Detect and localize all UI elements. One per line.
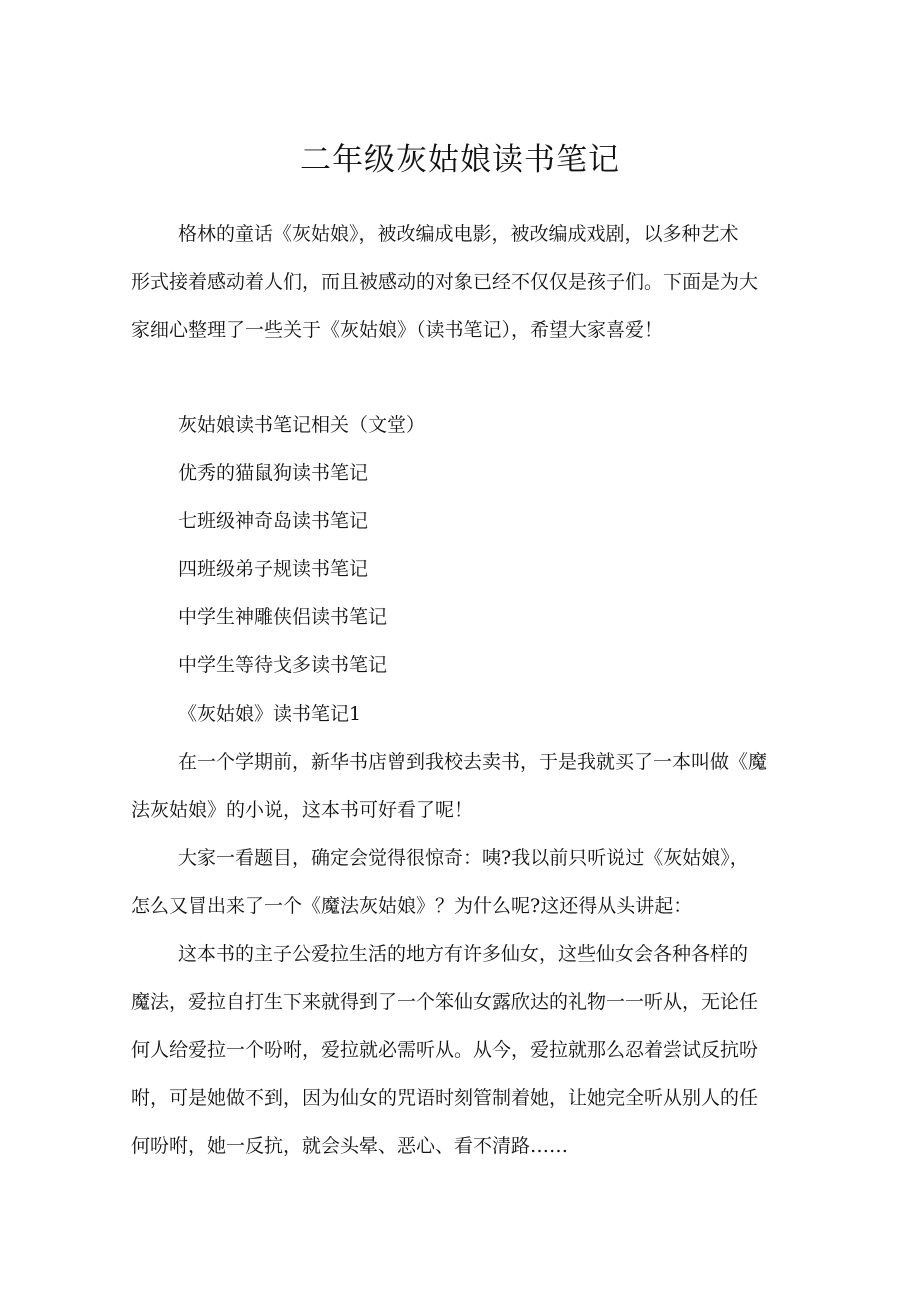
body-line: 大家一看题目，确定会觉得很惊奇：咦?我以前只听说过《灰姑娘》，: [178, 847, 749, 869]
body-line: 这本书的主子公爱拉生活的地方有许多仙女，这些仙女会各种各样的: [178, 943, 749, 965]
related-link[interactable]: 中学生等待戈多读书笔记: [178, 654, 388, 676]
related-link[interactable]: 优秀的猫鼠狗读书笔记: [178, 462, 369, 484]
intro-line: 格林的童话《灰姑娘》，被改编成电影，被改编成戏剧，以多种艺术: [178, 223, 739, 245]
body-line: 法灰姑娘》的小说，这本书可好看了呢！: [131, 799, 474, 821]
body-line: 魔法，爱拉自打生下来就得到了一个笨仙女露欣达的礼物一一听从，无论任: [131, 991, 759, 1013]
related-link[interactable]: 灰姑娘读书笔记相关（文堂）: [178, 414, 426, 436]
body-line: 怎么又冒出来了一个《魔法灰姑娘》？为什么呢?这还得从头讲起：: [131, 895, 693, 917]
body-line: 咐，可是她做不到，因为仙女的咒语时刻管制着她，让她完全听从别人的任: [131, 1087, 759, 1109]
body-line: 在一个学期前，新华书店曾到我校去卖书，于是我就买了一本叫做《魔: [178, 751, 768, 773]
document-title: 二年级灰姑娘读书笔记: [300, 142, 620, 178]
related-link[interactable]: 中学生神雕侠侣读书笔记: [178, 606, 388, 628]
section-heading: 《灰姑娘》读书笔记1: [178, 703, 362, 725]
related-link[interactable]: 四班级弟子规读书笔记: [178, 558, 369, 580]
related-link[interactable]: 七班级神奇岛读书笔记: [178, 510, 369, 532]
intro-line: 形式接着感动着人们，而且被感动的对象已经不仅仅是孩子们。下面是为大: [131, 271, 759, 293]
intro-line: 家细心整理了一些关于《灰姑娘》（读书笔记），希望大家喜爱！: [131, 319, 664, 341]
body-line: 何人给爱拉一个吩咐，爱拉就必需听从。从今，爱拉就那么忍着尝试反抗吩: [131, 1039, 759, 1061]
body-line: 何吩咐，她一反抗，就会头晕、恶心、看不清路……: [131, 1135, 569, 1157]
